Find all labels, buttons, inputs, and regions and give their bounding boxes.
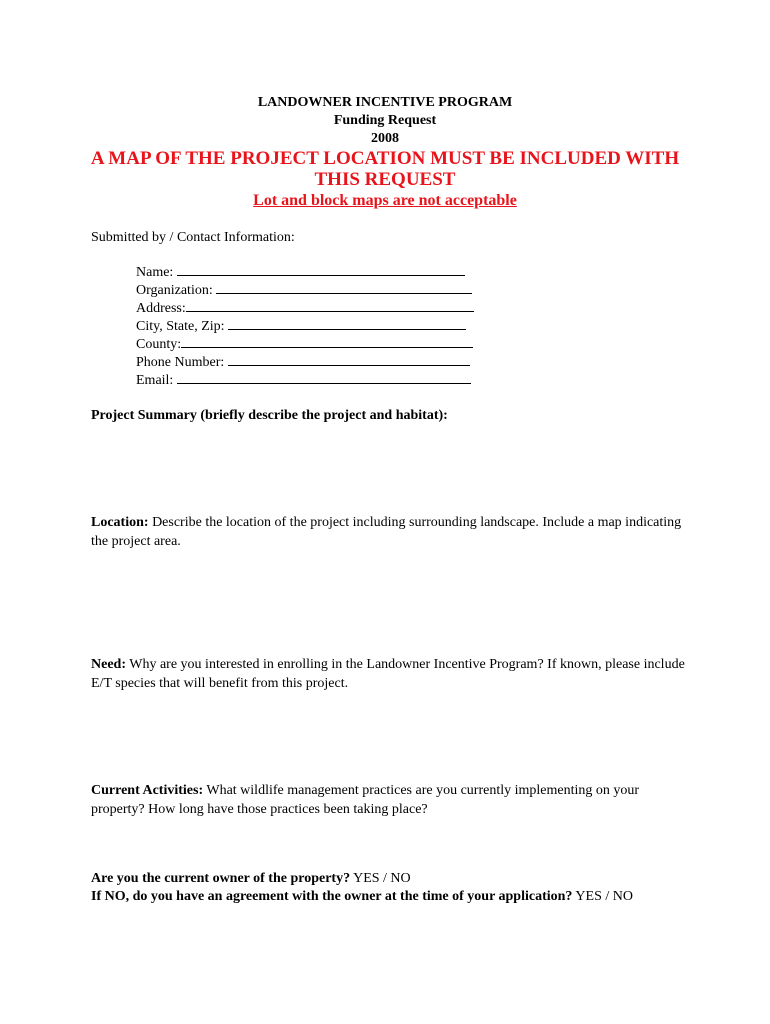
organization-field (136, 280, 472, 300)
address-input-line[interactable] (186, 298, 474, 312)
current-activities-label: Current Activities: (91, 783, 204, 798)
phone-input-line[interactable] (228, 352, 470, 366)
program-title: LANDOWNER INCENTIVE PROGRAM (257, 95, 513, 110)
location-text: Describe the location of the project including surrounding landscape. Include a map indicating the project area. (91, 515, 682, 549)
location-section (91, 513, 691, 551)
need-section (91, 655, 691, 693)
phone-field (136, 352, 470, 372)
agreement-yes-no[interactable]: YES / NO (575, 889, 633, 904)
location-label: Location: (91, 515, 149, 530)
address-field (136, 298, 474, 318)
need-text: Why are you interested in enrolling in the Landowner Incentive Program? If known, please include E/T species that will benefit from this project. (91, 657, 685, 691)
address-label: Address: (136, 301, 186, 316)
owner-question (91, 870, 411, 888)
phone-label: Phone Number: (136, 355, 225, 370)
map-warning-line2: THIS REQUEST (314, 169, 456, 190)
county-input-line[interactable] (181, 334, 473, 348)
map-warning-line1: A MAP OF THE PROJECT LOCATION MUST BE INCLUDED WITH (90, 148, 680, 169)
project-summary-heading: Project Summary (briefly describe the project and habitat): (91, 408, 448, 423)
email-input-line[interactable] (177, 370, 471, 384)
form-year: 2008 (371, 131, 399, 146)
name-label: Name: (136, 265, 174, 280)
current-activities-section (91, 781, 691, 819)
organization-input-line[interactable] (216, 280, 472, 294)
city-state-zip-input-line[interactable] (228, 316, 466, 330)
name-field (136, 262, 465, 282)
form-subtitle: Funding Request (333, 113, 437, 128)
need-label: Need: (91, 657, 126, 672)
lot-block-note-wrap (0, 191, 770, 211)
name-input-line[interactable] (177, 262, 465, 276)
current-activities-text: What wildlife management practices are you currently implementing on your property? How long have those practices been taking place? (91, 783, 640, 817)
county-label: County: (136, 337, 182, 352)
owner-yes-no[interactable]: YES / NO (353, 871, 411, 886)
city-state-zip-field (136, 316, 466, 336)
email-label: Email: (136, 373, 174, 388)
county-field (136, 334, 473, 354)
agreement-question-text: If NO, do you have an agreement with the owner at the time of your application? (91, 889, 573, 904)
agreement-question (91, 888, 633, 906)
owner-question-text: Are you the current owner of the property? (91, 871, 351, 886)
contact-heading: Submitted by / Contact Information: (91, 230, 295, 245)
city-state-zip-label: City, State, Zip: (136, 319, 225, 334)
organization-label: Organization: (136, 283, 213, 298)
email-field (136, 370, 471, 390)
lot-block-note: Lot and block maps are not acceptable (253, 192, 517, 209)
